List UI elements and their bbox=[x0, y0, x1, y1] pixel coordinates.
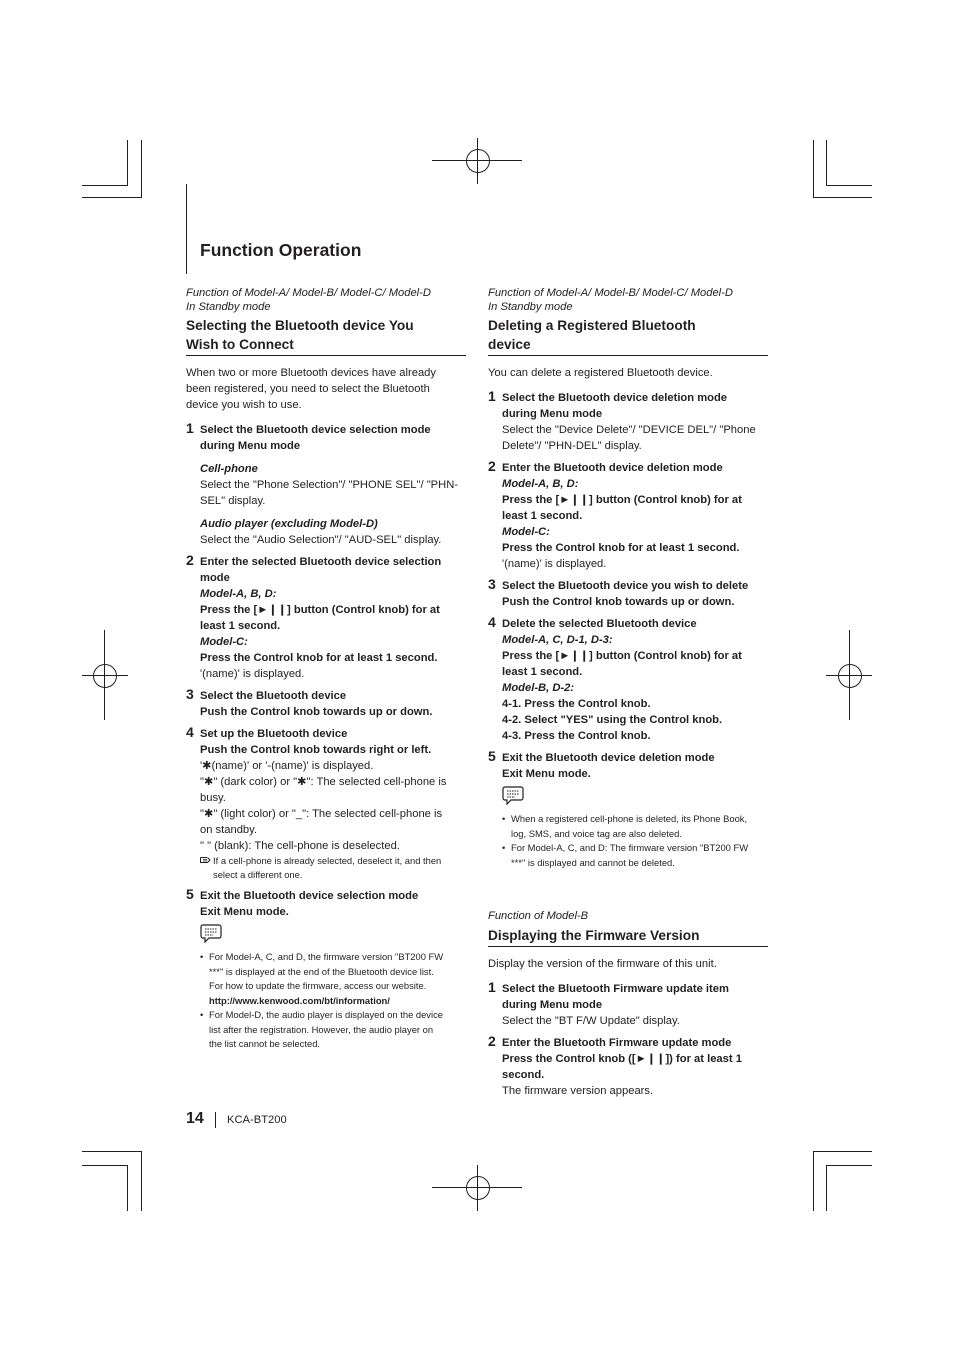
step-title: Exit the Bluetooth device selection mode bbox=[200, 890, 419, 902]
page-number: 14 bbox=[186, 1110, 204, 1127]
sub-label: Cell-phone bbox=[200, 463, 258, 475]
step-title: Exit the Bluetooth device deletion mode bbox=[502, 752, 715, 764]
context-label: In Standby mode bbox=[186, 300, 271, 313]
step-title: Enter the Bluetooth device deletion mode bbox=[502, 462, 723, 474]
crop-mark bbox=[127, 1165, 128, 1211]
step-number: 2 bbox=[186, 552, 194, 568]
step-2: 2 Enter the selected Bluetooth device selection mode Model-A, B, D: Press the [►❙❙] button (Control knob) for at least 1 second. Model-C: Press the Control knob for at least 1 second. '(name)' is displayed. bbox=[186, 554, 466, 682]
pointing-hand-icon bbox=[200, 854, 211, 868]
model-label: Model-C: bbox=[502, 526, 550, 538]
step-title: Select the Bluetooth Firmware update item during Menu mode bbox=[502, 982, 729, 1011]
registration-circle bbox=[838, 664, 862, 688]
section-heading: Deleting a Registered Bluetooth device bbox=[488, 316, 768, 356]
note-item: • For Model-A, C, and D: The firmware version "BT200 FW ***" is displayed and cannot be deleted. bbox=[502, 841, 768, 870]
footer-divider bbox=[215, 1112, 216, 1128]
notes-list bbox=[502, 812, 768, 870]
crop-mark bbox=[826, 1165, 827, 1211]
crop-mark bbox=[813, 197, 872, 198]
step-number: 5 bbox=[488, 748, 496, 764]
step-1: 1 Select the Bluetooth Firmware update item during Menu mode Select the "BT F/W Update" display. bbox=[488, 981, 768, 1029]
crop-mark bbox=[82, 185, 128, 186]
page-title: Function Operation bbox=[200, 240, 362, 260]
step-3: 3 Select the Bluetooth device you wish to delete Push the Control knob towards up or down. bbox=[488, 578, 768, 610]
crop-mark bbox=[82, 197, 142, 198]
step-4: 4 Delete the selected Bluetooth device Model-A, C, D-1, D-3: Press the [►❙❙] button (Control knob) for at least 1 second. Model-B, D-2: 4-1. Press the Control knob. 4-2. Select "YES" using the Control knob. 4-3. Press the Control knob. bbox=[488, 616, 768, 744]
step-title: Delete the selected Bluetooth device bbox=[502, 618, 697, 630]
section-heading: Displaying the Firmware Version bbox=[488, 926, 768, 947]
step-title: Enter the Bluetooth Firmware update mode bbox=[502, 1036, 732, 1049]
step-title: Select the Bluetooth device bbox=[200, 690, 347, 702]
step-number: 1 bbox=[488, 388, 496, 404]
step-number: 5 bbox=[186, 886, 194, 902]
step-5: 5 Exit the Bluetooth device selection mode Exit Menu mode. • For Model-A, C, and D, the firmware version "BT200 FW ***" is displayed at the end of the Bluetooth device list. For how to update the firmware, access our website. http://www.kenwood.com/bt/information/ • For Model-D, the audio player is displayed on the device list after the registration. However, the audio player on the list cannot be selected. bbox=[186, 888, 466, 1052]
section-heading: Selecting the Bluetooth device You Wish to Connect bbox=[186, 316, 466, 356]
model-label: Model-B, D-2: bbox=[502, 682, 575, 694]
step-number: 2 bbox=[488, 1032, 496, 1049]
step-number: 2 bbox=[488, 458, 496, 474]
step-3: 3 Select the Bluetooth device Push the Control knob towards up or down. bbox=[186, 688, 466, 720]
crop-mark bbox=[826, 185, 872, 186]
crop-mark bbox=[826, 1165, 872, 1166]
note-icon bbox=[200, 923, 222, 948]
registration-circle bbox=[93, 664, 117, 688]
step-4: 4 Set up the Bluetooth device Push the Control knob towards right or left. '✱(name)' or '-(name)' is displayed. "✱" (dark color) or "✱": The selected cell-phone is busy. "✱" (light color) or "_": The selected cell-phone is on standby. " " (blank): The cell-phone is deselected. If a cell-phone is already selected, deselect it, and then select a different one. bbox=[186, 726, 466, 882]
crop-mark bbox=[813, 1151, 814, 1211]
step-5: 5 Exit the Bluetooth device deletion mode Exit Menu mode. • When a registered cell-phone is deleted, its Phone Book, log, SMS, and voice tag are also deleted. • For Model-A, C, and D: The firmware version "BT200 FW ***" is displayed and cannot be deleted. bbox=[488, 750, 768, 870]
context-label: Function of Model-A/ Model-B/ Model-C/ Model-D bbox=[186, 287, 431, 299]
note-icon bbox=[502, 785, 524, 810]
website-link[interactable]: http://www.kenwood.com/bt/information/ bbox=[209, 994, 390, 1006]
intro-text: You can delete a registered Bluetooth device. bbox=[488, 367, 713, 379]
step-1: 1 Select the Bluetooth device selection mode during Menu mode Cell-phone Select the "Phone Selection"/ "PHONE SEL"/ "PHN- SEL" display. Audio player (excluding Model-D) Select the "Audio Selection"/ "AUD-SEL" display. bbox=[186, 422, 466, 548]
crop-mark bbox=[82, 1165, 128, 1166]
intro-text: Display the version of the firmware of this unit. bbox=[488, 957, 717, 970]
step-number: 4 bbox=[488, 614, 496, 630]
context-label: In Standby mode bbox=[488, 300, 573, 313]
model-label: Model-C: bbox=[200, 636, 248, 648]
model-name: KCA-BT200 bbox=[227, 1114, 287, 1126]
firmware-section bbox=[488, 910, 768, 1099]
note-item: • For Model-D, the audio player is displayed on the device list after the registration. However, the audio player on the list cannot be selected. bbox=[200, 1008, 466, 1052]
step-number: 3 bbox=[488, 576, 496, 592]
context-label: Function of Model-A/ Model-B/ Model-C/ Model-D bbox=[488, 287, 733, 299]
step-number: 1 bbox=[186, 420, 194, 436]
note-item: • When a registered cell-phone is deleted, its Phone Book, log, SMS, and voice tag are also deleted. bbox=[502, 812, 768, 841]
step-number: 4 bbox=[186, 724, 194, 740]
intro-text: When two or more Bluetooth devices have already been registered, you need to select the Bluetooth device you wish to use. bbox=[186, 367, 436, 411]
reference-note: If a cell-phone is already selected, deselect it, and then select a different one. bbox=[200, 854, 466, 882]
step-title: Select the Bluetooth device you wish to delete bbox=[502, 580, 749, 592]
sub-label: Audio player (excluding Model-D) bbox=[200, 518, 378, 530]
model-label: Model-A, B, D: bbox=[502, 478, 579, 490]
crop-mark bbox=[141, 1151, 142, 1211]
model-label: Model-A, C, D-1, D-3: bbox=[502, 634, 613, 646]
step-number: 1 bbox=[488, 978, 496, 995]
crop-mark bbox=[813, 140, 814, 198]
model-label: Model-A, B, D: bbox=[200, 588, 277, 600]
note-item: • For Model-A, C, and D, the firmware version "BT200 FW ***" is displayed at the end of the Bluetooth device list. For how to update the firmware, access our website. http://www.kenwood.com/bt/information/ bbox=[200, 950, 466, 1008]
step-title: Select the Bluetooth device deletion mode during Menu mode bbox=[502, 392, 728, 420]
registration-circle bbox=[466, 149, 490, 173]
step-title: Select the Bluetooth device selection mode during Menu mode bbox=[200, 424, 431, 452]
crop-mark bbox=[127, 140, 128, 186]
title-bar bbox=[186, 184, 187, 274]
step-1: 1 Select the Bluetooth device deletion mode during Menu mode Select the "Device Delete"/ "DEVICE DEL"/ "Phone Delete"/ "PHN-DEL" display. bbox=[488, 390, 768, 454]
right-column bbox=[488, 287, 768, 1105]
crop-mark bbox=[813, 1151, 872, 1152]
step-number: 3 bbox=[186, 686, 194, 702]
step-2: 2 Enter the Bluetooth device deletion mode Model-A, B, D: Press the [►❙❙] button (Control knob) for at least 1 second. Model-C: Press the Control knob for at least 1 second. '(name)' is displayed. bbox=[488, 460, 768, 572]
crop-mark bbox=[826, 140, 827, 186]
step-2: 2 Enter the Bluetooth Firmware update mode Press the Control knob ([►❙❙]) for at least 1 second. The firmware version appears. bbox=[488, 1035, 768, 1099]
notes-list bbox=[200, 950, 466, 1052]
step-title: Enter the selected Bluetooth device selection mode bbox=[200, 556, 442, 584]
crop-mark bbox=[141, 140, 142, 198]
left-column bbox=[186, 287, 466, 1058]
registration-circle bbox=[466, 1176, 490, 1200]
context-label: Function of Model-B bbox=[488, 910, 589, 922]
step-title: Set up the Bluetooth device bbox=[200, 728, 348, 740]
crop-mark bbox=[82, 1151, 142, 1152]
